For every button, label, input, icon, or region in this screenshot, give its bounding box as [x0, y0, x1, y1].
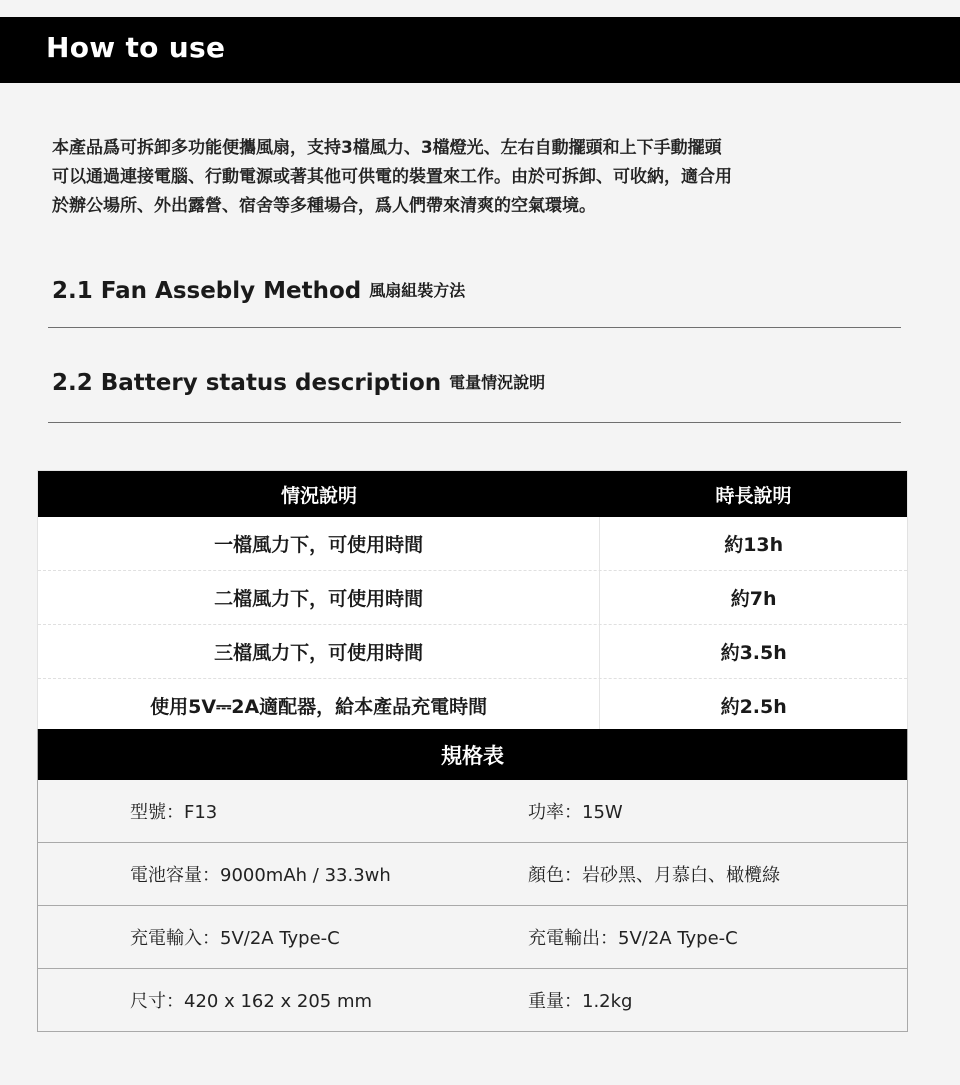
table-row [38, 968, 907, 1031]
condition-cell: 三檔風力下，可使用時間 [38, 625, 600, 678]
banner-title: How to use [46, 31, 226, 64]
table-row [38, 842, 907, 905]
duration-cell: 約13h [724, 534, 784, 556]
spec-cell: 充電輸出：5V/2A Type-C [528, 928, 738, 949]
spec-cell: 電池容量：9000mAh / 33.3wh [130, 865, 391, 886]
table-header-row [38, 471, 907, 517]
section-subtitle: 電量情況說明 [449, 373, 546, 392]
section-heading-fan-assembly [52, 278, 465, 304]
section-title: 2.2 Battery status description [52, 370, 442, 396]
condition-cell: 使用5V⎓2A適配器，給本產品充電時間 [38, 679, 600, 731]
table-row [38, 679, 907, 731]
table-row [38, 780, 907, 842]
how-to-use-banner [0, 17, 960, 83]
spec-cell: 重量：1.2kg [528, 991, 633, 1012]
section-heading-battery-status [52, 370, 545, 396]
duration-cell: 約7h [730, 588, 777, 610]
table-row [38, 905, 907, 968]
spec-cell: 充電輸入：5V/2A Type-C [130, 928, 340, 949]
duration-cell: 約2.5h [720, 695, 787, 718]
spec-cell: 型號：F13 [130, 802, 218, 823]
intro-line: 可以通過連接電腦、行動電源或著其他可供電的裝置來工作。由於可拆卸、可收納，適合用 [52, 167, 732, 187]
column-header-condition: 情況說明 [280, 484, 357, 507]
condition-cell: 二檔風力下，可使用時間 [38, 571, 600, 624]
intro-line: 本產品爲可拆卸多功能便攜風扇，支持3檔風力、3檔燈光、左右自動擺頭和上下手動擺頭 [52, 138, 722, 158]
product-intro [52, 134, 922, 221]
section-divider [48, 422, 901, 423]
spec-cell: 顏色：岩砂黑、月慕白、橄欖綠 [528, 865, 780, 886]
spec-table-title: 規格表 [38, 729, 907, 780]
condition-cell: 一檔風力下，可使用時間 [38, 517, 600, 570]
table-row [38, 625, 907, 679]
spec-cell: 功率：15W [528, 802, 623, 823]
duration-cell: 約3.5h [720, 642, 787, 664]
intro-line: 於辦公場所、外出露營、宿舍等多種場合，爲人們帶來清爽的空氣環境。 [52, 196, 596, 216]
specification-table [37, 729, 908, 1032]
battery-status-table [37, 470, 908, 732]
table-row [38, 571, 907, 625]
section-divider [48, 327, 901, 328]
table-row [38, 517, 907, 571]
section-subtitle: 風扇組裝方法 [369, 281, 466, 300]
spec-cell: 尺寸：420 x 162 x 205 mm [130, 991, 373, 1012]
column-header-duration: 時長說明 [715, 484, 792, 507]
section-title: 2.1 Fan Assebly Method [52, 278, 362, 304]
